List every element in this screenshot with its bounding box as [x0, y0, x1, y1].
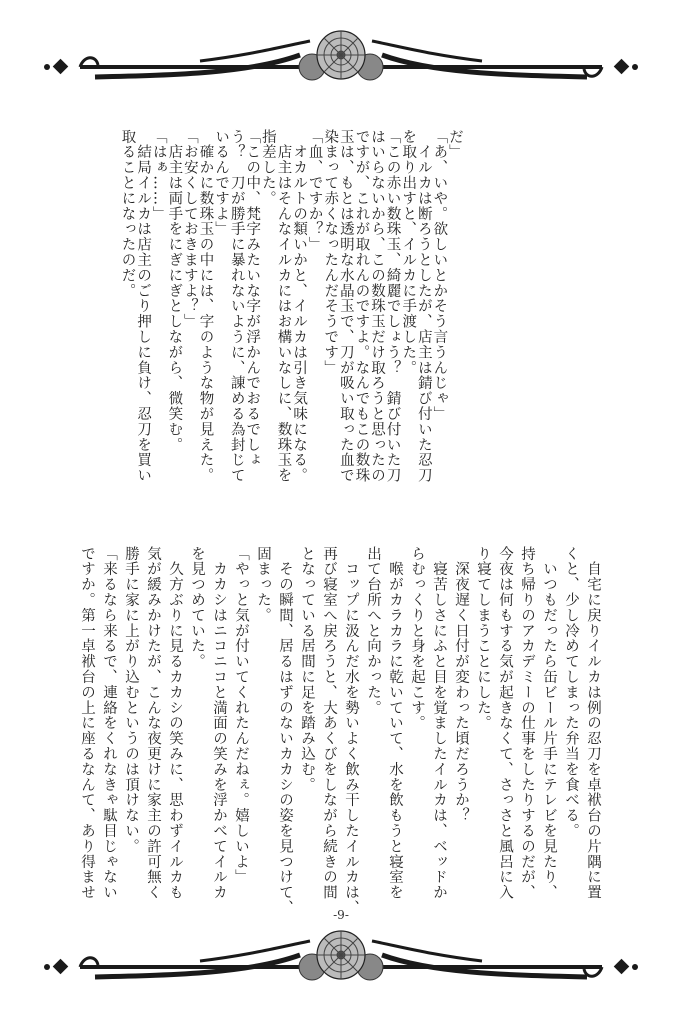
text-column: を取り出すと、イルカに手渡した。 [400, 129, 417, 376]
text-column: イルカは断ろうとしたが、店主は錆び付いた忍刀 [415, 129, 432, 484]
text-column: 結局イルカは店主のごり押しに負け、忍刀を買い [135, 129, 152, 484]
text-column: カカシはニコニコと満面の笑みを浮かべてイルカ [211, 546, 227, 901]
text-column: 染まって赤くなったんだそうです」 [322, 129, 339, 376]
text-column: 喉がカラカラに乾いていて、水を飲もうと寝室を [387, 546, 403, 901]
text-column: 出て台所へと向かった。 [365, 546, 381, 716]
text-column: だ」 [447, 129, 463, 160]
text-column: いつもだったら缶ビール片手にテレビを見たり、 [541, 546, 557, 901]
text-column: 取ることになったのだ。 [119, 129, 136, 299]
text-column: 勝手に家に上がり込むというのは頂けない。 [123, 546, 139, 854]
text-column: 寝苦しさにふと目を覚ましたイルカは、ベッドか [431, 546, 447, 901]
text-column: 確かに数珠玉の中には、字のような物が見えた。 [197, 129, 214, 484]
text-column: う？ 刀が勝手に暴れないように、諌める為封じて [228, 129, 245, 484]
text-column: 「血、ですか？」 [306, 129, 323, 253]
text-column: 再び寝室へ戻ろうと、大あくびをしながら続きの間 [321, 546, 337, 901]
text-column: ですか。第一卓袱台の上に座るなんて、あり得ませ [79, 546, 95, 901]
text-column: その瞬間、居るはずのないカカシの姿を見つけて、 [277, 546, 293, 916]
text-column: くと、少し冷めてしまった弁当を食べる。 [563, 546, 579, 839]
text-column: 深夜遅く日付が変わった頃だろうか？ [453, 546, 469, 824]
text-column: コップに汲んだ水を勢いよく飲み干したイルカは、 [343, 546, 359, 916]
text-column: ですが、これが取れんのですよ。なんでもこの数珠 [353, 129, 370, 484]
text-column: となっている居間に足を踏み込む。 [299, 546, 315, 793]
text-column: を見つめていた。 [189, 546, 205, 670]
text-column: 今夜は何もする気が起きなくて、さっさと風呂に入 [497, 546, 513, 901]
bottom-ornament-border [0, 925, 682, 995]
text-column: 「やっと気が付いてくれたんだねぇ。嬉しいよ」 [233, 546, 249, 885]
text-column: 持ち帰りのアカデミーの仕事をしたりするのだが、 [519, 546, 535, 901]
text-column: 「来るなら来るで、連絡をくれなきゃ駄目じゃない [101, 546, 117, 901]
text-column: り寝てしまうことにした。 [475, 546, 491, 731]
text-column: いるんですよ」 [213, 129, 230, 237]
text-column: 久方ぶりに見るカカシの笑みに、思わずイルカも [167, 546, 183, 901]
text-column: 店主はそんなイルカにはお構いなしに、数珠玉を [275, 129, 292, 484]
text-column: 店主は両手をにぎにぎとしながら、微笑む。 [166, 129, 183, 453]
text-column: らむっくりと身を起こす。 [409, 546, 425, 731]
bottom-text-block [74, 546, 604, 916]
text-column: 「お安くしておきますよ？」 [181, 129, 198, 330]
text-column: はいらないから、この数珠玉だけ取ろうと思ったの [369, 129, 386, 484]
text-column: 指差した。 [259, 129, 276, 206]
text-column: 「この赤い数珠玉、綺麗でしょう？ 錆び付いた刀 [384, 129, 401, 484]
text-column: 「はぁ……」 [150, 129, 167, 222]
page-number: -9- [333, 908, 349, 922]
text-column: 固まった。 [255, 546, 271, 623]
text-column: 自宅に戻りイルカは例の忍刀を卓袱台の片隅に置 [585, 546, 601, 901]
text-column: 玉は、もとは透明な水晶玉で、刀が吸い取った血で [337, 129, 354, 484]
text-column: 「この中、梵字みたいな字が浮かんでおるでしょ [244, 129, 261, 468]
top-text-block [116, 129, 462, 495]
text-column: 気が緩みかけたが、こんな夜更けに家主の許可無く [145, 546, 161, 901]
text-column: オカルトの類いかと、イルカは引き気味になる。 [291, 129, 308, 484]
text-column: 「あ、いや。欲しいとかそう言うんじゃ」 [431, 129, 448, 422]
top-ornament-border [0, 25, 682, 95]
